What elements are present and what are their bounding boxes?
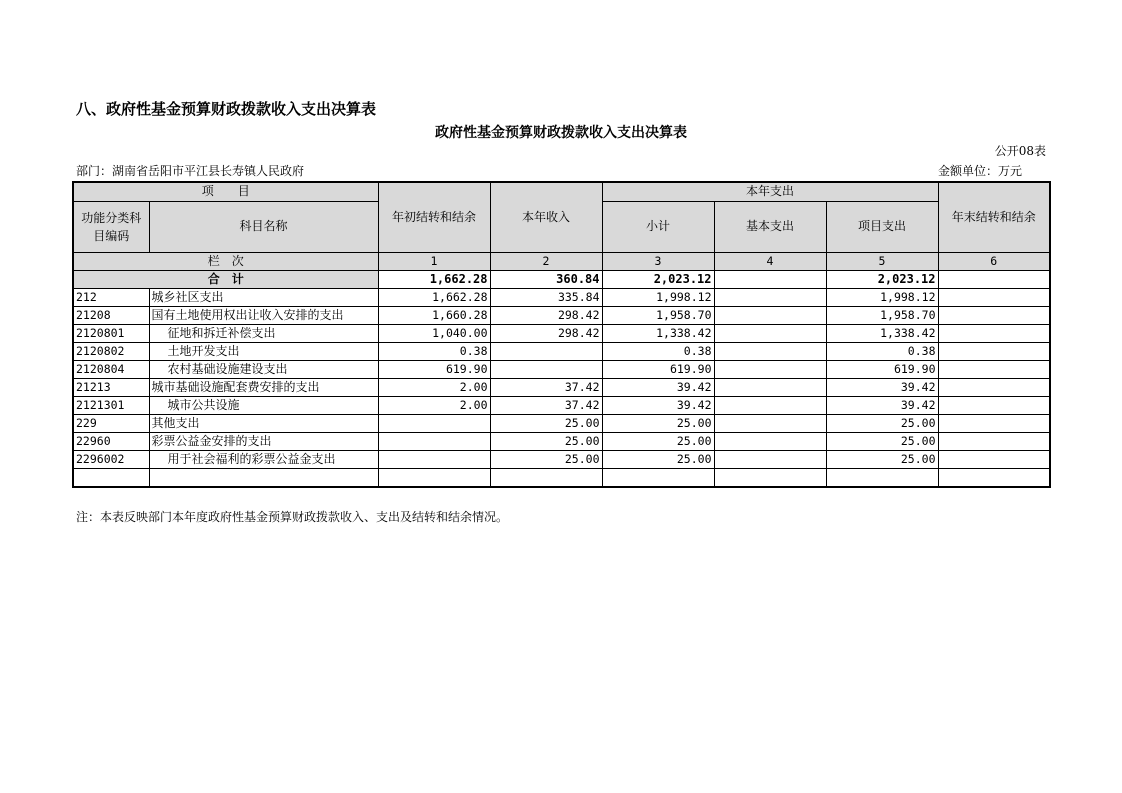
header-basic: 基本支出	[714, 201, 826, 252]
header-subject-name: 科目名称	[149, 201, 378, 252]
row-name: 城市基础设施配套费安排的支出	[149, 378, 378, 396]
row-subtotal: 0.38	[602, 342, 714, 360]
fund-budget-table	[72, 181, 1051, 488]
row-begin	[378, 414, 490, 432]
column-number: 4	[714, 252, 826, 270]
row-end	[938, 432, 1050, 450]
table-row	[73, 360, 1050, 378]
row-subtotal: 25.00	[602, 414, 714, 432]
table-row	[73, 414, 1050, 432]
row-income: 298.42	[490, 324, 602, 342]
table-row	[73, 432, 1050, 450]
table-title: 政府性基金预算财政拨款收入支出决算表	[435, 125, 687, 141]
header-project: 项目支出	[826, 201, 938, 252]
table-row	[73, 396, 1050, 414]
row-project: 39.42	[826, 396, 938, 414]
row-begin: 1,040.00	[378, 324, 490, 342]
row-begin	[378, 468, 490, 487]
total-subtotal: 2,023.12	[602, 270, 714, 288]
row-project: 1,958.70	[826, 306, 938, 324]
row-income	[490, 360, 602, 378]
row-code: 21213	[73, 378, 149, 396]
row-begin: 2.00	[378, 396, 490, 414]
row-code: 2120804	[73, 360, 149, 378]
row-name: 征地和拆迁补偿支出	[149, 324, 378, 342]
row-name: 农村基础设施建设支出	[149, 360, 378, 378]
table-row	[73, 288, 1050, 306]
row-end	[938, 468, 1050, 487]
row-project: 39.42	[826, 378, 938, 396]
row-basic	[714, 414, 826, 432]
row-name	[149, 468, 378, 487]
row-project: 1,998.12	[826, 288, 938, 306]
row-code: 212	[73, 288, 149, 306]
row-subtotal: 619.90	[602, 360, 714, 378]
row-end	[938, 324, 1050, 342]
row-begin: 1,660.28	[378, 306, 490, 324]
row-code: 2120801	[73, 324, 149, 342]
row-subtotal: 1,958.70	[602, 306, 714, 324]
row-basic	[714, 468, 826, 487]
total-basic	[714, 270, 826, 288]
header-begin-balance: 年初结转和结余	[378, 182, 490, 252]
row-name: 城乡社区支出	[149, 288, 378, 306]
row-end	[938, 288, 1050, 306]
row-basic	[714, 396, 826, 414]
footnote: 注：本表反映部门本年度政府性基金预算财政拨款收入、支出及结转和结余情况。	[76, 510, 509, 524]
row-end	[938, 414, 1050, 432]
row-project: 25.00	[826, 450, 938, 468]
row-end	[938, 342, 1050, 360]
row-project: 25.00	[826, 414, 938, 432]
row-name: 国有土地使用权出让收入安排的支出	[149, 306, 378, 324]
total-end	[938, 270, 1050, 288]
row-subtotal: 1,338.42	[602, 324, 714, 342]
row-project	[826, 468, 938, 487]
row-code: 2120802	[73, 342, 149, 360]
header-expense: 本年支出	[602, 182, 938, 201]
row-income: 335.84	[490, 288, 602, 306]
total-income: 360.84	[490, 270, 602, 288]
row-code: 22960	[73, 432, 149, 450]
row-project: 25.00	[826, 432, 938, 450]
total-label: 合 计	[73, 270, 378, 288]
row-code: 21208	[73, 306, 149, 324]
row-income: 25.00	[490, 450, 602, 468]
row-name: 用于社会福利的彩票公益金支出	[149, 450, 378, 468]
row-name: 其他支出	[149, 414, 378, 432]
table-row	[73, 450, 1050, 468]
header-item: 项 目	[73, 182, 378, 201]
row-project: 619.90	[826, 360, 938, 378]
table-row	[73, 342, 1050, 360]
row-project: 0.38	[826, 342, 938, 360]
row-begin	[378, 450, 490, 468]
header-end-balance: 年末结转和结余	[938, 182, 1050, 252]
column-number: 2	[490, 252, 602, 270]
column-number: 3	[602, 252, 714, 270]
row-code: 2121301	[73, 396, 149, 414]
row-basic	[714, 324, 826, 342]
row-code: 2296002	[73, 450, 149, 468]
row-income: 25.00	[490, 414, 602, 432]
row-subtotal: 25.00	[602, 450, 714, 468]
header-income: 本年收入	[490, 182, 602, 252]
row-end	[938, 360, 1050, 378]
header-subtotal: 小计	[602, 201, 714, 252]
row-basic	[714, 450, 826, 468]
column-number: 5	[826, 252, 938, 270]
row-income: 298.42	[490, 306, 602, 324]
row-subtotal	[602, 468, 714, 487]
row-code: 229	[73, 414, 149, 432]
column-number: 6	[938, 252, 1050, 270]
row-begin: 2.00	[378, 378, 490, 396]
row-begin: 619.90	[378, 360, 490, 378]
row-income: 37.42	[490, 378, 602, 396]
row-code	[73, 468, 149, 487]
row-name: 彩票公益金安排的支出	[149, 432, 378, 450]
row-subtotal: 25.00	[602, 432, 714, 450]
row-begin	[378, 432, 490, 450]
table-row	[73, 378, 1050, 396]
table-row	[73, 468, 1050, 487]
row-basic	[714, 360, 826, 378]
row-basic	[714, 288, 826, 306]
row-basic	[714, 306, 826, 324]
row-end	[938, 396, 1050, 414]
table-row	[73, 324, 1050, 342]
table-code: 公开08表	[994, 144, 1046, 158]
row-project: 1,338.42	[826, 324, 938, 342]
row-basic	[714, 342, 826, 360]
column-number-label: 栏 次	[73, 252, 378, 270]
row-income	[490, 342, 602, 360]
department-label: 部门：湖南省岳阳市平江县长寿镇人民政府	[76, 164, 305, 178]
row-basic	[714, 432, 826, 450]
column-number: 1	[378, 252, 490, 270]
header-func-code: 功能分类科目编码	[73, 201, 149, 252]
row-end	[938, 450, 1050, 468]
section-title: 八、政府性基金预算财政拨款收入支出决算表	[76, 100, 377, 118]
row-income: 25.00	[490, 432, 602, 450]
row-subtotal: 1,998.12	[602, 288, 714, 306]
row-begin: 0.38	[378, 342, 490, 360]
row-end	[938, 306, 1050, 324]
amount-unit-label: 金额单位：万元	[938, 164, 1023, 178]
row-name: 城市公共设施	[149, 396, 378, 414]
row-subtotal: 39.42	[602, 378, 714, 396]
row-subtotal: 39.42	[602, 396, 714, 414]
row-income	[490, 468, 602, 487]
total-project: 2,023.12	[826, 270, 938, 288]
row-income: 37.42	[490, 396, 602, 414]
row-begin: 1,662.28	[378, 288, 490, 306]
row-name: 土地开发支出	[149, 342, 378, 360]
table-row	[73, 306, 1050, 324]
total-begin: 1,662.28	[378, 270, 490, 288]
row-end	[938, 378, 1050, 396]
row-basic	[714, 378, 826, 396]
